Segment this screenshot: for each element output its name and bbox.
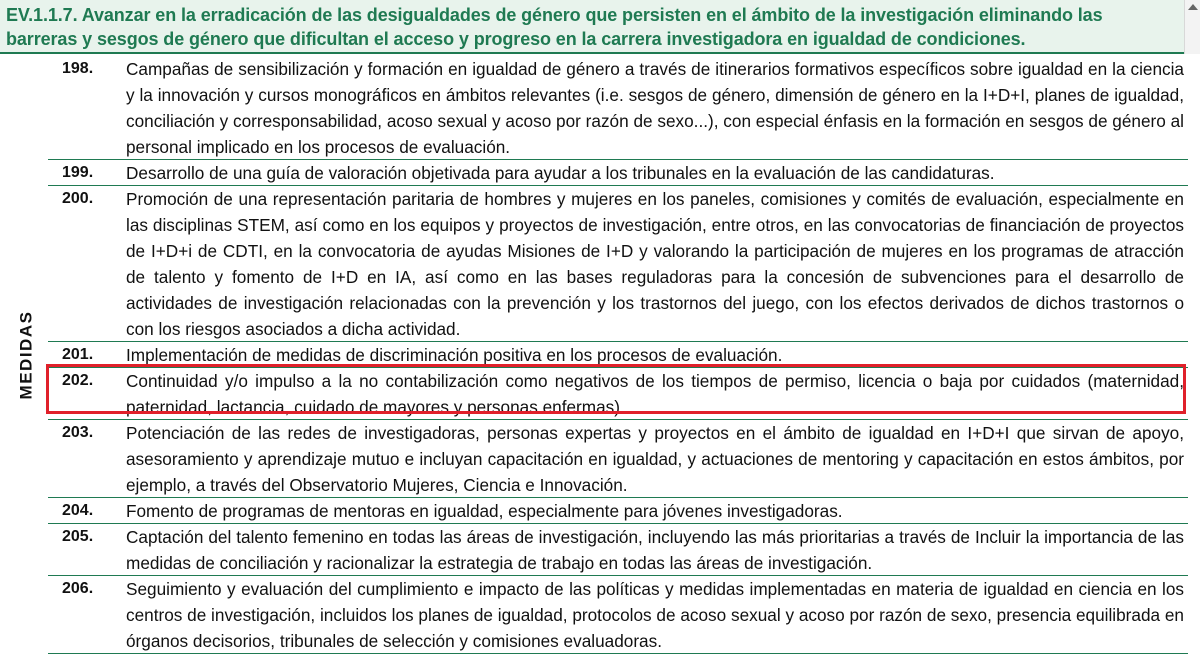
side-label [8,56,44,654]
side-label-text: MEDIDAS [16,310,35,400]
measure-text: Continuidad y/o impulso a la no contabilización como negativos de los tiempos de permiso, licencia o baja por cuidados (maternidad, paternidad, lactancia, cuidado de mayores y personas enfermas). [126,371,1184,417]
measure-number: 199. [62,164,94,181]
measure-row [48,56,1188,160]
measure-row [48,420,1188,498]
section-title: EV.1.1.7. Avanzar en la erradicación de las desigualdades de género que persisten en el ámbito de la investigación eliminando las barreras y sesgos de género que dificultan el acceso y progreso en la carrera investigadora en igualdad de condiciones. [6,5,1103,49]
measure-row [48,576,1188,654]
measure-row-highlighted [48,368,1188,420]
measure-text: Desarrollo de una guía de valoración objetivada para ayudar a los tribunales en la evaluación de las candidaturas. [126,163,995,183]
measure-row [48,524,1188,576]
measure-number: 203. [62,424,94,441]
measure-text: Implementación de medidas de discriminación positiva en los procesos de evaluación. [126,345,783,365]
arrow-up-icon [1188,4,1198,10]
measure-text: Captación del talento femenino en todas las áreas de investigación, incluyendo las más prioritarias a través de Incluir la importancia de las medidas de conciliación y racionalizar la estrategia de trabajo en todas las áreas de investigación. [126,527,1184,573]
measure-number: 201. [62,346,94,363]
measure-text: Fomento de programas de mentoras en igualdad, especialmente para jóvenes investigadoras. [126,501,843,521]
measure-number: 198. [62,60,94,77]
measure-number: 204. [62,502,94,519]
scroll-up-button[interactable] [1184,0,1200,54]
measure-number: 200. [62,190,94,207]
measure-text: Promoción de una representación paritaria de hombres y mujeres en los paneles, comisiones y comités de evaluación, especialmente en las disciplinas STEM, así como en los equipos y proyectos de investigación, entre otros, en las convocatorias de financiación de proyectos de I+D+i de CDTI, en la convocatoria de ayudas Misiones de I+D y valorando la participación de mujeres en los programas de atracción de talento y fomento de I+D en IA, así como en las bases reguladoras para la concesión de subvenciones para el desarrollo de actividades de investigación relacionadas con la prevención y los trastornos del juego, con los efectos derivados de dichos trastornos o con los riesgos asociados a dicha actividad. [126,189,1184,339]
measure-number: 206. [62,580,94,597]
section-header [0,0,1184,54]
measure-text: Potenciación de las redes de investigadoras, personas expertas y proyectos en el ámbito de igualdad en I+D+I que sirvan de apoyo, asesoramiento y aprendizaje mutuo e incluyan capacitación en igualdad, y actuaciones de mentoring y capacitación en estos ámbitos, por ejemplo, a través del Observatorio Mujeres, Ciencia e Innovación. [126,423,1184,495]
measure-row [48,498,1188,524]
measure-row [48,342,1188,368]
measure-text: Seguimiento y evaluación del cumplimiento e impacto de las políticas y medidas implementadas en materia de igualdad en ciencia en los centros de investigación, incluidos los planes de igualdad, protocolos de acoso sexual y acoso por razón de sexo, presencia equilibrada en órganos decisorios, tribunales de selección y comisiones evaluadoras. [126,579,1184,651]
measure-number: 202. [62,372,94,389]
measure-row [48,160,1188,186]
measure-text: Campañas de sensibilización y formación en igualdad de género a través de itinerarios formativos específicos sobre igualdad en la ciencia y la innovación y cursos monográficos en ámbitos relevantes (i.e. sesgos de género, dimensión de género en la I+D+I, planes de igualdad, conciliación y corresponsabilidad, acoso sexual y acoso por razón de sexo...), con especial énfasis en la formación en sesgos de género al personal implicado en los procesos de evaluación. [126,59,1184,157]
measure-row [48,186,1188,342]
measures-table [48,56,1188,654]
measure-number: 205. [62,528,94,545]
